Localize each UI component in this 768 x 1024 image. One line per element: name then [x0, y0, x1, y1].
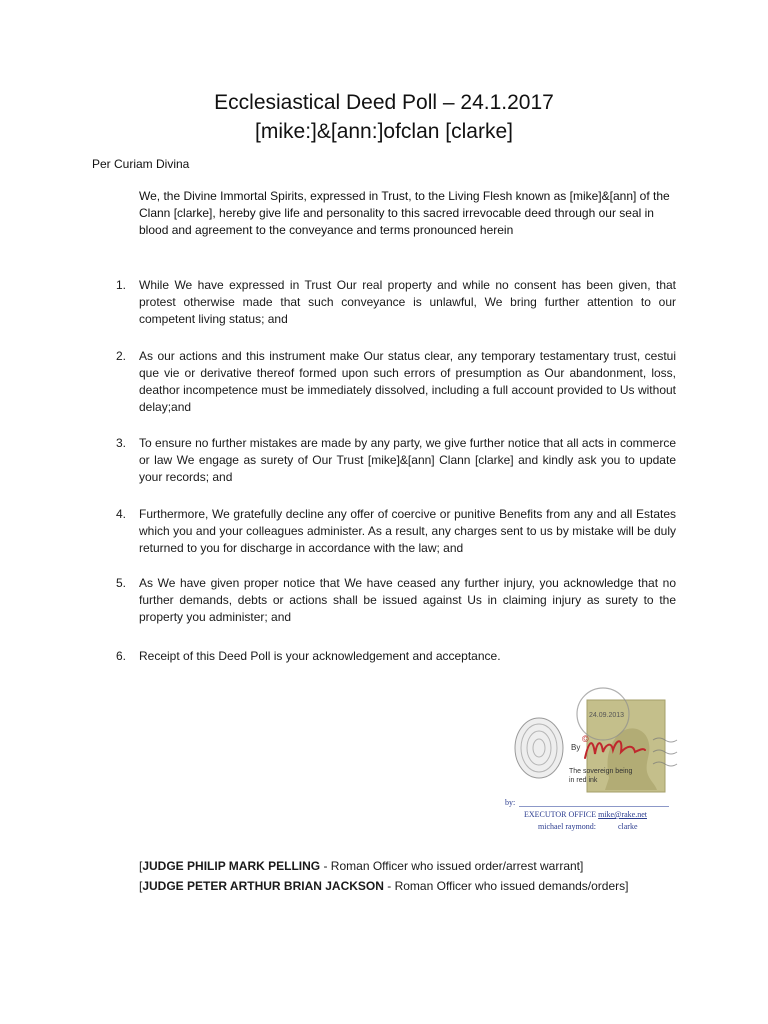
clause-number: 1. — [116, 278, 127, 292]
signature-rule — [519, 806, 669, 807]
postmark-date: 24.09.2013 — [589, 712, 625, 719]
executor-line — [524, 810, 647, 819]
clause-number: 3. — [116, 436, 127, 450]
signature-caption-2: in red ink — [569, 777, 598, 784]
judge-line-1: [JUDGE PHILIP MARK PELLING - Roman Officer who issued order/arrest warrant] — [139, 859, 584, 873]
copyright-mark: © — [582, 734, 589, 744]
per-curiam-heading: Per Curiam Divina — [92, 157, 190, 171]
judge-name: JUDGE PHILIP MARK PELLING — [142, 859, 321, 873]
signature-caption-1: The sovereign being — [569, 768, 633, 775]
intro-paragraph: We, the Divine Immortal Spirits, expressed in Trust, to the Living Flesh known as [mike]&[ann] of the Clann [clarke], hereby give life and personality to this sacred irrevocable deed through our seal in blood and agreement to the conveyance and terms pronounced herein — [139, 189, 670, 237]
clause-text: As We have given proper notice that We have ceased any further injury, you acknowledge that no further demands, debts or actions shall be issued against Us in claiming injury as surety to the property you administer; and — [139, 576, 676, 624]
clause-number: 2. — [116, 349, 127, 363]
judge-role: - Roman Officer who issued order/arrest warrant] — [320, 859, 584, 873]
judge-line-2: [JUDGE PETER ARTHUR BRIAN JACKSON - Roman Officer who issued demands/orders] — [139, 879, 629, 893]
judges-list — [139, 856, 628, 896]
signatory-last-name: clarke — [617, 822, 638, 831]
clause-text: Furthermore, We gratefully decline any offer of coercive or punitive Benefits from any and all Estates which you and your colleagues administer. As a result, any charges sent to us by mistake will be duly returned to you for discharge in accordance with the law; and — [139, 507, 676, 555]
judge-role: - Roman Officer who issued demands/orders] — [383, 879, 629, 893]
clause-text: As our actions and this instrument make Our status clear, any temporary testamentary trust, cestui que vie or derivative thereof formed upon such errors of presumption as Our abandonment, loss, deathor incompetence must be immediately dissolved, including a full account provided to Us without delay;and — [139, 349, 676, 414]
signatory-first-name: michael raymond: — [538, 822, 596, 831]
thumbprint-seal — [515, 718, 563, 778]
clause-text: Receipt of this Deed Poll is your acknowledgement and acceptance. — [139, 649, 501, 663]
title-line-1: Ecclesiastical Deed Poll – 24.1.2017 — [214, 91, 554, 114]
clause-number: 4. — [116, 507, 127, 521]
clause-text: To ensure no further mistakes are made by any party, we give further notice that all acts in commerce or law We engage as surety of Our Trust [mike]&[ann] Clann [clarke] and kindly ask you to update your records; and — [139, 436, 676, 484]
title-line-2: [mike:]&[ann:]ofclan [clarke] — [255, 120, 513, 143]
clause-number: 6. — [116, 649, 127, 663]
by-mark: By — [571, 743, 581, 752]
signatory-name-line — [538, 822, 638, 831]
signature-by-line — [505, 798, 670, 807]
judge-name: JUDGE PETER ARTHUR BRIAN JACKSON — [142, 879, 384, 893]
clause-number: 5. — [116, 576, 127, 590]
document-title — [0, 88, 768, 146]
clause-text: While We have expressed in Trust Our real property and while no consent has been given, that protest otherwise made that such conveyance is unlawful, We bring further attention to our competent living status; and — [139, 278, 676, 326]
executor-email-link[interactable]: mike@rake.net — [598, 810, 647, 819]
seal-and-signature-image — [505, 680, 685, 830]
by-label: by: — [505, 798, 516, 807]
executor-label: EXECUTOR OFFICE — [524, 810, 597, 819]
